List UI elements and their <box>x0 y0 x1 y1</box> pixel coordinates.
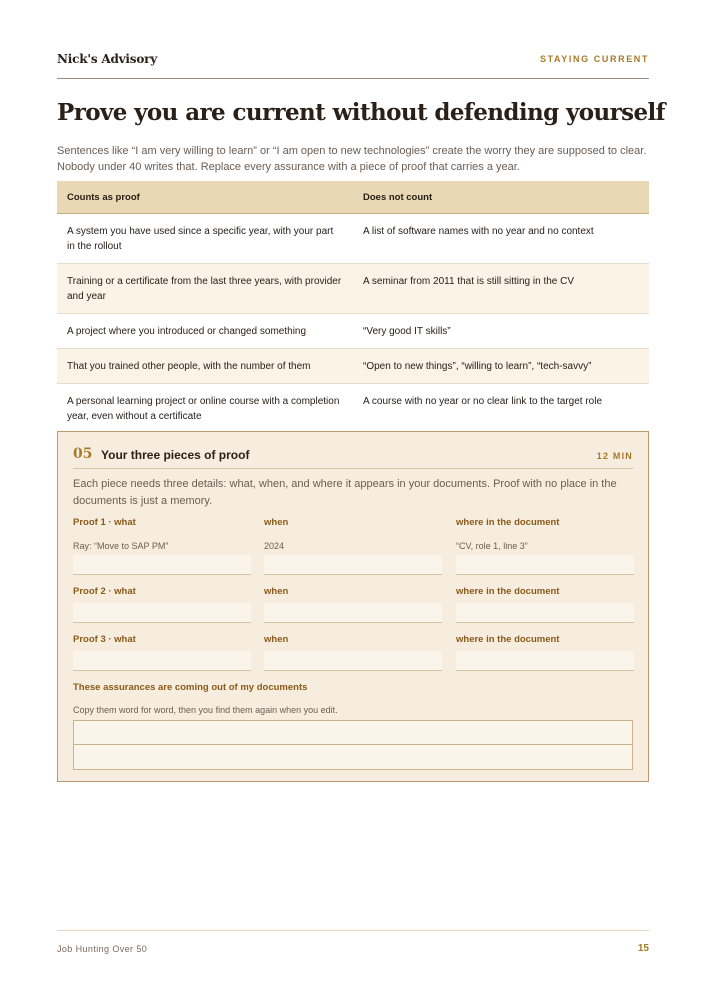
proof-3-where-input[interactable] <box>456 651 634 671</box>
table-row <box>57 349 649 384</box>
exercise-header <box>73 446 633 469</box>
page-footer <box>57 930 649 961</box>
table-cell: A list of software names with no year and no context <box>353 214 649 264</box>
table-cell: A personal learning project or online course with a completion year, even without a certificate <box>57 384 353 434</box>
assurances-box <box>73 720 633 770</box>
proof-1-when-label: when <box>264 517 289 528</box>
table-cell: A project where you introduced or changed something <box>57 314 353 349</box>
proof-table <box>57 181 649 434</box>
footer-book-title: Job Hunting Over 50 <box>57 944 148 954</box>
proof-3-where-label: where in the document <box>456 634 560 645</box>
proof-1-where-input[interactable] <box>456 555 634 575</box>
table-cell: Training or a certificate from the last three years, with provider and year <box>57 264 353 314</box>
assurances-hint: Copy them word for word, then you find them again when you edit. <box>73 705 338 715</box>
table-cell: “Open to new things”, “willing to learn”, “tech-savvy” <box>353 349 649 384</box>
table-header-row <box>57 181 649 214</box>
proof-1-what-example: Ray: “Move to SAP PM” <box>73 541 169 551</box>
proof-2-what-label: Proof 2 · what <box>73 586 136 597</box>
table-row <box>57 214 649 264</box>
table-cell: A system you have used since a specific year, with your part in the rollout <box>57 214 353 264</box>
proof-1-when-example: 2024 <box>264 541 285 551</box>
page-header <box>57 52 649 79</box>
table-cell: That you trained other people, with the number of them <box>57 349 353 384</box>
proof-2-what-input[interactable] <box>73 603 251 623</box>
brand-name: Nick's Advisory <box>57 52 158 66</box>
proof-3-what-input[interactable] <box>73 651 251 671</box>
exercise-intro: Each piece needs three details: what, when, and where it appears in your documents. Proof with no place in the documents is just a memory. <box>73 478 617 507</box>
proof-3-when-label: when <box>264 634 289 645</box>
assurances-label: These assurances are coming out of my documents <box>73 682 308 693</box>
table-row <box>57 384 649 434</box>
proof-2-where-input[interactable] <box>456 603 634 623</box>
exercise-title: Your three pieces of proof <box>101 448 250 462</box>
exercise-duration: 12 MIN <box>596 451 633 461</box>
proof-2-when-label: when <box>264 586 289 597</box>
table-cell: A course with no year or no clear link to the target role <box>353 384 649 434</box>
page-number: 15 <box>637 943 649 954</box>
column-header-does-not-count: Does not count <box>353 181 649 214</box>
proof-3-when-input[interactable] <box>264 651 442 671</box>
proof-1-where-example: “CV, role 1, line 3” <box>456 541 528 551</box>
proof-1-what-input[interactable] <box>73 555 251 575</box>
column-header-counts: Counts as proof <box>57 181 353 214</box>
proof-1-when-input[interactable] <box>264 555 442 575</box>
intro-paragraph: Sentences like “I am very willing to learn” or “I am open to new technologies” create the worry they are supposed to clear. Nobody under 40 writes that. Replace every assurance with a piece of proof that carries a year. <box>57 145 647 173</box>
assurance-line-2-input[interactable] <box>74 745 632 768</box>
exercise-number: 05 <box>73 446 93 462</box>
proof-1-where-label: where in the document <box>456 517 560 528</box>
table-cell: A seminar from 2011 that is still sitting in the CV <box>353 264 649 314</box>
exercise-box <box>57 431 649 782</box>
proof-3-what-label: Proof 3 · what <box>73 634 136 645</box>
section-tag: STAYING CURRENT <box>539 54 649 64</box>
table-row <box>57 264 649 314</box>
page-title: Prove you are current without defending yourself <box>57 99 665 126</box>
proof-2-where-label: where in the document <box>456 586 560 597</box>
table-row <box>57 314 649 349</box>
proof-2-when-input[interactable] <box>264 603 442 623</box>
table-cell: “Very good IT skills” <box>353 314 649 349</box>
assurance-line-1-input[interactable] <box>74 721 632 745</box>
proof-1-what-label: Proof 1 · what <box>73 517 136 528</box>
